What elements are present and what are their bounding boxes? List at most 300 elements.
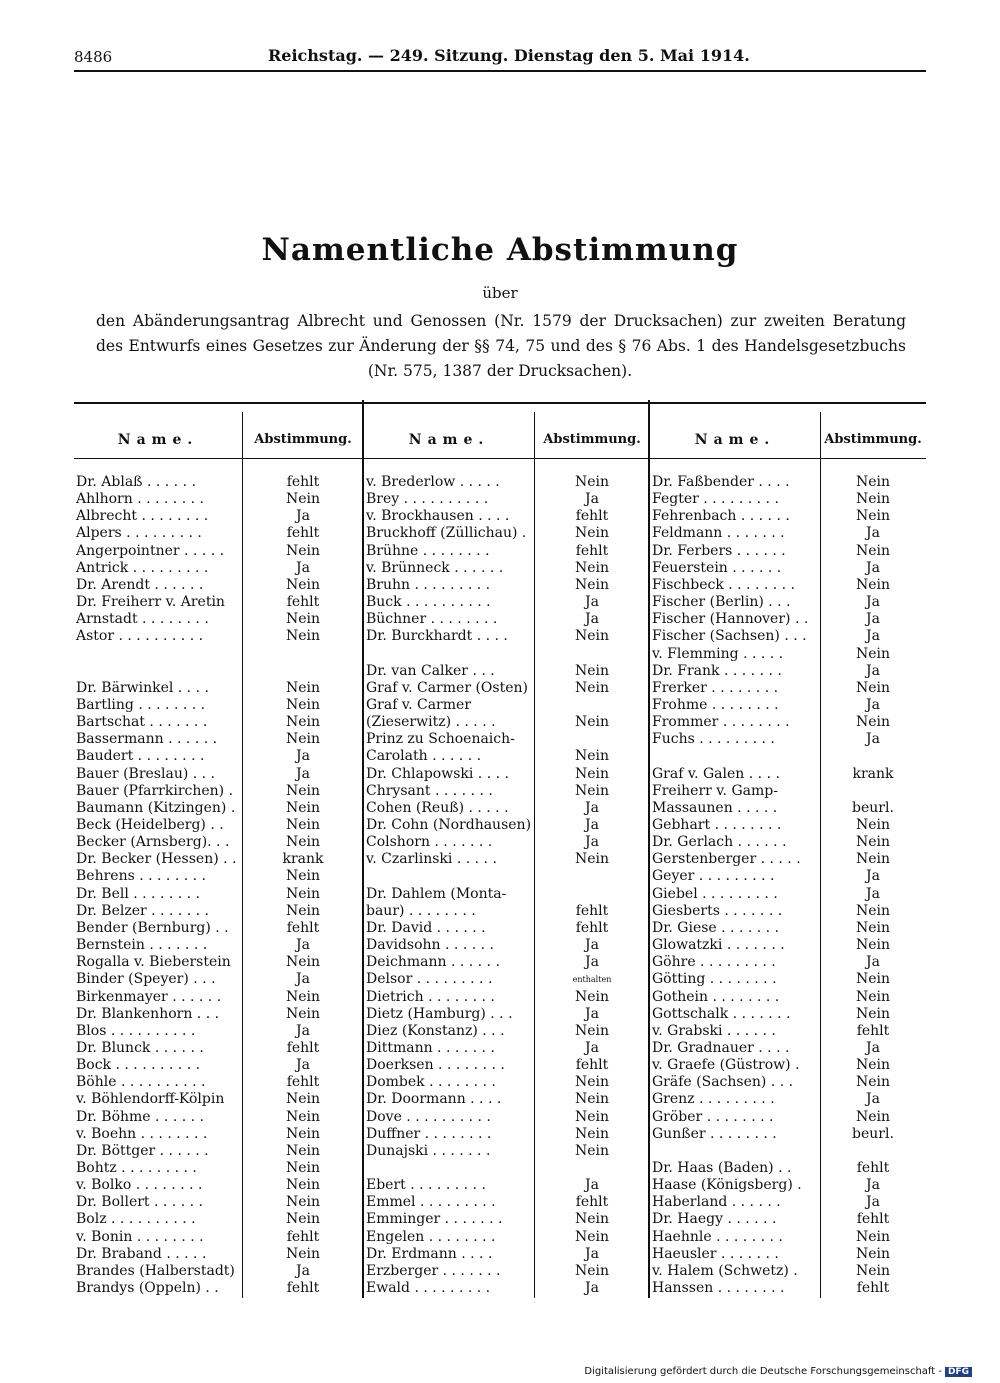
member-name: Bassermann . . . . . . [76, 731, 218, 748]
vote-value: Nein [855, 542, 891, 559]
member-name: v. Brederlow . . . . . [366, 474, 500, 490]
vote-row [650, 920, 926, 937]
member-name: Brandes (Halberstadt) [76, 1262, 235, 1279]
vote-row [650, 491, 926, 508]
member-name: v. Flemming . . . . . [652, 645, 784, 662]
member-name: Emmel . . . . . . . . . [366, 1194, 496, 1211]
vote-value: Nein [574, 851, 610, 868]
member-name: Brey . . . . . . . . . . [366, 491, 489, 508]
vote-value: Ja [296, 1262, 310, 1279]
vote-value: Ja [866, 594, 880, 611]
member-name: Bruckhoff (Züllichau) . [366, 525, 527, 542]
member-name: Massaunen . . . . . [652, 799, 778, 816]
member-name: Dr. Ferbers . . . . . . [652, 542, 786, 559]
vote-row [364, 714, 650, 731]
vote-row [74, 903, 364, 920]
header-name: Name. [694, 432, 776, 448]
vote-value: Nein [855, 1262, 891, 1279]
member-name: Becker (Arnsberg). . . [76, 834, 230, 851]
vote-row [650, 1194, 926, 1211]
vote-value: Nein [285, 542, 321, 559]
vote-value: Ja [585, 834, 599, 851]
member-name: Chrysant . . . . . . . [366, 782, 493, 799]
vote-value: Ja [866, 1091, 880, 1108]
vote-value: Nein [855, 508, 891, 525]
vote-row [74, 1143, 364, 1160]
column-header [74, 410, 364, 459]
member-name: Dr. Becker (Hessen) . . [76, 851, 237, 868]
vote-row [650, 1160, 926, 1177]
description-line: den Abänderungsantrag Albrecht und Genossen (Nr. 1579 der Drucksachen) zur zweiten Beratung [96, 312, 906, 330]
vote-value: Nein [855, 1074, 891, 1091]
member-name: Bauer (Breslau) . . . [76, 765, 215, 782]
vote-row [650, 937, 926, 954]
vote-row [364, 1109, 650, 1126]
member-name: Gothein . . . . . . . . [652, 988, 780, 1005]
vote-row [364, 560, 650, 577]
vote-value: fehlt [286, 1228, 320, 1245]
member-name: Dr. Doormann . . . . [366, 1091, 502, 1108]
vote-value: Ja [866, 1039, 880, 1056]
vote-row [650, 1246, 926, 1263]
member-name: Dr. Gerlach . . . . . . [652, 834, 787, 851]
vote-row [364, 1006, 650, 1023]
vote-value: fehlt [856, 1280, 890, 1297]
vote-value: fehlt [575, 1194, 609, 1211]
vote-value: fehlt [856, 1211, 890, 1228]
member-name: Büchner . . . . . . . . [366, 611, 498, 628]
vote-row [364, 937, 650, 954]
member-name: Gebhart . . . . . . . . [652, 817, 782, 833]
member-name: Birkenmayer . . . . . . [76, 988, 222, 1005]
vote-value: beurl. [852, 799, 894, 816]
vote-column-1 [74, 400, 364, 1300]
vote-row [364, 748, 650, 765]
vote-row [364, 989, 650, 1006]
document-title: Namentliche Abstimmung [261, 232, 739, 268]
vote-row [650, 1040, 926, 1057]
vote-row [650, 628, 926, 645]
vote-value: Nein [574, 1142, 610, 1159]
vote-value: Nein [855, 919, 891, 936]
vote-row [364, 1126, 650, 1143]
member-name: Carolath . . . . . . [366, 748, 482, 765]
member-name: Graf v. Carmer [366, 696, 472, 713]
vote-value: Nein [285, 611, 321, 628]
vote-row [74, 868, 364, 885]
member-name: Brühne . . . . . . . . [366, 542, 490, 559]
vote-value: Nein [855, 1005, 891, 1022]
member-name: Fegter . . . . . . . . . [652, 491, 779, 508]
vote-row [650, 680, 926, 697]
member-name: Duffner . . . . . . . . [366, 1125, 492, 1142]
vote-row [74, 1109, 364, 1126]
vote-value: Nein [574, 1074, 610, 1091]
vote-value: Ja [296, 559, 310, 576]
vote-column-2 [364, 400, 650, 1300]
vote-row [650, 646, 926, 663]
member-name: Baudert . . . . . . . . [76, 748, 205, 765]
vote-row [650, 1057, 926, 1074]
vote-value: Nein [285, 1211, 321, 1228]
vote-value: Nein [285, 731, 321, 748]
vote-row [650, 868, 926, 885]
vote-value: Nein [574, 679, 610, 696]
vote-row [364, 577, 650, 594]
vote-row [364, 525, 650, 542]
vote-value: Ja [585, 1245, 599, 1262]
member-name: Dr. Bärwinkel . . . . [76, 679, 209, 696]
vote-row [650, 577, 926, 594]
vote-row [74, 1057, 364, 1074]
member-name: v. Bolko . . . . . . . . [76, 1177, 203, 1194]
member-name: Haase (Königsberg) . [652, 1177, 802, 1194]
member-name: Feldmann . . . . . . . [652, 525, 785, 542]
vote-value: krank [282, 851, 324, 868]
vote-row [650, 1109, 926, 1126]
member-name: Prinz zu Schoenaich- [366, 731, 515, 748]
vote-value: Ja [585, 799, 599, 816]
vote-row [650, 560, 926, 577]
vote-row [364, 1229, 650, 1246]
header-name: Name. [117, 432, 199, 448]
vote-row [74, 1177, 364, 1194]
footer-credit [584, 1366, 972, 1377]
vote-row [650, 1006, 926, 1023]
vote-row [650, 1126, 926, 1143]
member-name: Graf v. Galen . . . . [652, 765, 780, 782]
vote-row [650, 886, 926, 903]
member-name: Bock . . . . . . . . . . [76, 1057, 201, 1074]
vote-value: Ja [866, 662, 880, 679]
vote-value: Nein [285, 902, 321, 919]
vote-value: Nein [574, 576, 610, 593]
vote-value: Ja [866, 611, 880, 628]
member-name: Bohtz . . . . . . . . . [76, 1160, 197, 1176]
vote-value: Ja [296, 1057, 310, 1074]
member-name: Göhre . . . . . . . . . [652, 954, 776, 971]
member-name: Gerstenberger . . . . . [652, 851, 801, 868]
vote-value: Nein [855, 971, 891, 988]
member-name: Fischer (Hannover) . . [652, 611, 809, 628]
member-name: Dr. Frank . . . . . . . [652, 662, 782, 679]
vote-row [650, 1177, 926, 1194]
member-name: Fuchs . . . . . . . . . [652, 731, 775, 748]
dfg-logo: DFG [945, 1367, 972, 1377]
vote-value: Nein [855, 1057, 891, 1074]
vote-row [74, 989, 364, 1006]
vote-value: Nein [574, 1108, 610, 1125]
vote-row [74, 1006, 364, 1023]
vote-value: Nein [285, 954, 321, 971]
member-name: v. Bonin . . . . . . . . [76, 1228, 204, 1245]
member-name: Dombek . . . . . . . . [366, 1074, 496, 1091]
member-name: Fischbeck . . . . . . . . [652, 576, 796, 593]
vote-row [364, 628, 650, 645]
vote-row [650, 800, 926, 817]
vote-value: Nein [574, 714, 610, 731]
vote-row [74, 1263, 364, 1280]
member-name: Beck (Heidelberg) . . [76, 817, 224, 833]
vote-value: Nein [285, 1091, 321, 1108]
vote-value: Nein [855, 474, 891, 490]
vote-row [364, 1074, 650, 1091]
document-ueber: über [482, 284, 518, 302]
member-name: Dr. Ablaß . . . . . . [76, 474, 196, 490]
member-name: Dr. Blankenhorn . . . [76, 1005, 220, 1022]
member-name: Bruhn . . . . . . . . . [366, 576, 491, 593]
member-name: Giebel . . . . . . . . . [652, 885, 778, 902]
vote-value: fehlt [575, 508, 609, 525]
member-name: Dietz (Hamburg) . . . [366, 1005, 513, 1022]
vote-value: Nein [574, 662, 610, 679]
vote-row [364, 1091, 650, 1108]
member-name: Dove . . . . . . . . . . [366, 1108, 491, 1125]
vote-row [74, 594, 364, 611]
vote-row [364, 851, 650, 868]
vote-row [74, 628, 364, 645]
member-name: Emminger . . . . . . . [366, 1211, 503, 1228]
member-name: Blos . . . . . . . . . . [76, 1022, 196, 1039]
member-name: Dr. Haas (Baden) . . [652, 1160, 792, 1176]
description-line: (Nr. 575, 1387 der Drucksachen). [367, 362, 633, 380]
vote-value: Ja [585, 1280, 599, 1297]
vote-column-3 [650, 400, 926, 1300]
vote-value: Ja [866, 1194, 880, 1211]
vote-value: Nein [285, 1142, 321, 1159]
member-name: Delsor . . . . . . . . . [366, 971, 493, 988]
member-name: Dr. van Calker . . . [366, 662, 495, 679]
vote-row [364, 508, 650, 525]
vote-value: fehlt [286, 525, 320, 542]
vote-value: Nein [574, 525, 610, 542]
vote-row [364, 1280, 650, 1297]
vote-value: Nein [855, 902, 891, 919]
member-name: v. Boehn . . . . . . . . [76, 1125, 208, 1142]
vote-row [364, 783, 650, 800]
vote-value: beurl. [852, 1125, 894, 1142]
vote-row [74, 1023, 364, 1040]
vote-row [650, 1280, 926, 1297]
vote-value: Ja [585, 594, 599, 611]
vote-row [650, 1074, 926, 1091]
member-name: Deichmann . . . . . . [366, 954, 500, 971]
vote-value: Nein [574, 988, 610, 1005]
vote-value: Nein [574, 1125, 610, 1142]
member-name: v. Graefe (Güstrow) . [652, 1057, 800, 1074]
vote-value: fehlt [856, 1160, 890, 1176]
vote-row [364, 663, 650, 680]
member-name: baur) . . . . . . . . [366, 902, 476, 919]
vote-value: Nein [574, 748, 610, 765]
vote-value: fehlt [575, 919, 609, 936]
vote-value: Ja [866, 525, 880, 542]
vote-row [650, 1091, 926, 1108]
member-name: Angerpointner . . . . . [76, 542, 225, 559]
running-title: Reichstag. — 249. Sitzung. Dienstag den 5. Mai 1914. [268, 46, 750, 65]
vote-value: fehlt [286, 1074, 320, 1091]
vote-value: Nein [285, 868, 321, 885]
member-name: Binder (Speyer) . . . [76, 971, 216, 988]
vote-value: Nein [855, 714, 891, 731]
vote-value: fehlt [575, 1057, 609, 1074]
vote-value: Nein [855, 679, 891, 696]
member-name: Bartschat . . . . . . . [76, 714, 208, 731]
vote-value: fehlt [286, 919, 320, 936]
vote-value: Ja [866, 1177, 880, 1194]
member-name: v. Böhlendorff-Kölpin [76, 1091, 225, 1108]
vote-value: Nein [285, 1005, 321, 1022]
header-vote: Abstimmung. [254, 432, 352, 447]
vote-value: Ja [585, 491, 599, 508]
member-name: Diez (Konstanz) . . . [366, 1022, 505, 1039]
vote-value: Ja [866, 954, 880, 971]
vote-value: Nein [574, 1022, 610, 1039]
vote-value: Nein [285, 799, 321, 816]
vote-row [74, 1194, 364, 1211]
vote-value: fehlt [286, 474, 320, 490]
member-name: v. Grabski . . . . . . [652, 1022, 776, 1039]
vote-value: Nein [574, 628, 610, 645]
member-name: Ahlhorn . . . . . . . . [76, 491, 204, 508]
member-name: Dr. Belzer . . . . . . . [76, 902, 209, 919]
vote-row [364, 1040, 650, 1057]
vote-row [364, 903, 650, 920]
member-name: Dr. Bell . . . . . . . . [76, 885, 201, 902]
member-name: Fischer (Sachsen) . . . [652, 628, 807, 645]
member-name: (Zieserwitz) . . . . . [366, 714, 496, 731]
member-name: Dr. Chlapowski . . . . [366, 765, 509, 782]
member-name: v. Halem (Schwetz) . [652, 1262, 798, 1279]
member-name: Gröber . . . . . . . . [652, 1108, 774, 1125]
vote-row [74, 1091, 364, 1108]
vote-row [650, 731, 926, 748]
vote-value: fehlt [286, 1280, 320, 1297]
vote-value: Ja [585, 954, 599, 971]
vote-row [364, 1211, 650, 1228]
member-name: Giesberts . . . . . . . [652, 902, 783, 919]
member-name: Gunßer . . . . . . . . [652, 1125, 777, 1142]
vote-value: Nein [574, 765, 610, 782]
vote-value: Nein [285, 679, 321, 696]
member-name: Ebert . . . . . . . . . [366, 1177, 486, 1194]
member-name: Dunajski . . . . . . . [366, 1142, 491, 1159]
vote-value: Ja [866, 559, 880, 576]
vote-row [74, 1074, 364, 1091]
member-name: Antrick . . . . . . . . . [76, 559, 209, 576]
member-name: Böhle . . . . . . . . . . [76, 1074, 206, 1091]
vote-value: Nein [855, 937, 891, 954]
vote-row [650, 525, 926, 542]
member-name: Bender (Bernburg) . . [76, 919, 229, 936]
vote-row [364, 611, 650, 628]
header-name: Name. [408, 432, 490, 448]
vote-value: fehlt [286, 594, 320, 611]
member-name: Dr. Blunck . . . . . . [76, 1039, 204, 1056]
member-name: Dr. Braband . . . . . [76, 1245, 207, 1262]
vote-value: Nein [574, 1091, 610, 1108]
member-name: Dr. David . . . . . . [366, 919, 486, 936]
vote-row [74, 800, 364, 817]
member-name: Dr. Faßbender . . . . [652, 474, 790, 490]
vote-row [74, 474, 364, 491]
member-name: v. Czarlinski . . . . . [366, 851, 497, 868]
vote-value: Ja [296, 508, 310, 525]
vote-row [364, 594, 650, 611]
vote-row [650, 508, 926, 525]
vote-value: Nein [285, 576, 321, 593]
member-name: Grenz . . . . . . . . . [652, 1091, 775, 1108]
vote-row [650, 851, 926, 868]
member-name: Haberland . . . . . . [652, 1194, 781, 1211]
vote-value: Nein [285, 1125, 321, 1142]
vote-value: Nein [574, 559, 610, 576]
vote-row [74, 886, 364, 903]
vote-row [74, 748, 364, 765]
vote-value: Nein [855, 817, 891, 833]
vote-row [364, 766, 650, 783]
vote-value: Ja [585, 1005, 599, 1022]
vote-row [364, 1246, 650, 1263]
vote-row [74, 1246, 364, 1263]
vote-row [364, 817, 650, 834]
vote-value: Ja [296, 1022, 310, 1039]
member-name: v. Brünneck . . . . . . [366, 559, 504, 576]
vote-value: Nein [285, 714, 321, 731]
vote-row [650, 903, 926, 920]
vote-value: Nein [285, 1245, 321, 1262]
member-name: Davidsohn . . . . . . [366, 937, 494, 954]
vote-value: Ja [585, 1039, 599, 1056]
vote-row [74, 1126, 364, 1143]
vote-row [364, 1057, 650, 1074]
vote-row [74, 697, 364, 714]
vote-value: Ja [866, 885, 880, 902]
member-name: Hanssen . . . . . . . . [652, 1280, 785, 1297]
member-name: Rogalla v. Bieberstein [76, 954, 231, 971]
member-name: Glowatzki . . . . . . . [652, 937, 785, 954]
vote-row [650, 543, 926, 560]
vote-row [650, 989, 926, 1006]
vote-row [74, 714, 364, 731]
member-name: Brandys (Oppeln) . . [76, 1280, 219, 1297]
member-name: Dr. Cohn (Nordhausen) [366, 817, 532, 833]
member-name: Dr. Haegy . . . . . . [652, 1211, 777, 1228]
vote-value: Nein [285, 817, 321, 833]
member-name: Dr. Burckhardt . . . . [366, 628, 508, 645]
vote-value: Nein [855, 1108, 891, 1125]
vote-row [364, 697, 650, 714]
member-name: Götting . . . . . . . . [652, 971, 777, 988]
vote-row [364, 680, 650, 697]
member-name: Dr. Arendt . . . . . . [76, 576, 204, 593]
member-name: Geyer . . . . . . . . . [652, 868, 775, 885]
vote-value: Ja [866, 628, 880, 645]
vote-row [74, 1040, 364, 1057]
member-name: Albrecht . . . . . . . . [76, 508, 209, 525]
member-name: Frommer . . . . . . . . [652, 714, 790, 731]
vote-value: Nein [855, 834, 891, 851]
vote-row [74, 817, 364, 834]
member-name: Buck . . . . . . . . . . [366, 594, 491, 611]
member-name: Dr. Gradnauer . . . . [652, 1039, 790, 1056]
vote-row [650, 817, 926, 834]
member-name: Haehnle . . . . . . . . [652, 1228, 783, 1245]
vote-value: Nein [574, 474, 610, 490]
vote-row [74, 783, 364, 800]
member-name: Dr. Böhme . . . . . . [76, 1108, 204, 1125]
vote-value: fehlt [286, 1039, 320, 1056]
